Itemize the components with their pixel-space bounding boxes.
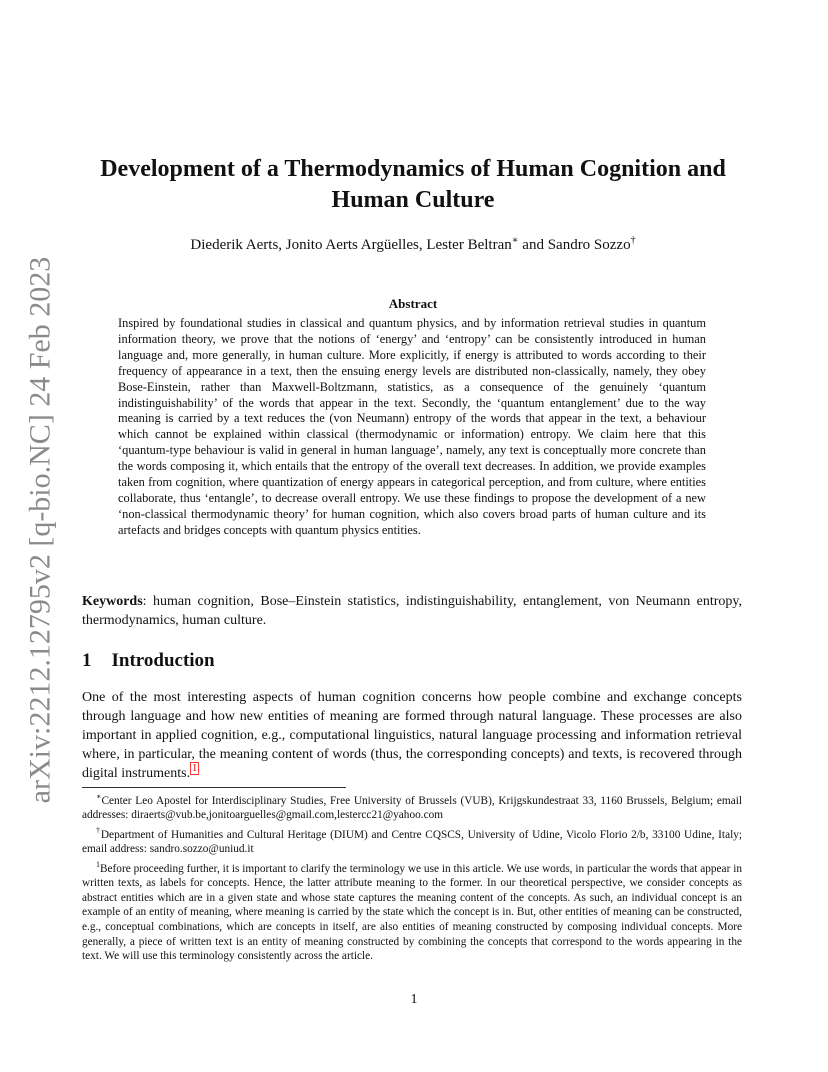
keywords [82,592,742,630]
arxiv-identifier [20,256,60,804]
footnotes [82,790,742,965]
footnote-mark: † [96,825,101,835]
author-names: Diederik Aerts, Jonito Aerts Argüelles, Lester Beltran [190,237,512,253]
section-number: 1 [82,650,92,671]
abstract-text: Inspired by foundational studies in classical and quantum physics, and by information retrieval studies in quantum information theory, we prove that the notions of ‘energy’ and ‘entropy’ can be consistently introduced in human language and, more generally, in human culture. More explicitly, if energy is attributed to words according to their frequency of appearance in a text, then the ensuing energy levels are distributed non-classically, namely, they obey Bose-Einstein, rather than Maxwell-Boltzmann, statistics, as a consequence of the genuinely ‘quantum indistinguishability’ of the words that appear in the text. Secondly, the ‘quantum entanglement’ due to the way meaning is carried by a text reduces the (von Neumann) entropy of the words that appear in the text, a behaviour which cannot be explained within classical (thermodynamic or information) entropy. We claim here that this ‘quantum-type behaviour is valid in general in human language’, namely, any text is conceptually more concrete than the words composing it, which entails that the entropy of the overall text decreases. In addition, we provide examples taken from cognition, where quantization of energy appears in categorical perception, and from culture, where entities collaborate, thus ‘entangle’, to decrease overall entropy. We use these findings to propose the development of a new ‘non-classical thermodynamic theory’ for human cognition, which also covers broad parts of human culture and its artefacts and bridges concepts with quantum physics entities. [118,316,706,537]
author-footnote-mark-2: † [630,235,636,246]
author-footnote-mark-1: ∗ [511,235,519,246]
keywords-text: : human cognition, Bose–Einstein statistics, indistinguishability, entanglement, von Neumann entropy, thermodynamics, human culture. [82,594,742,628]
footnote-item [82,858,742,964]
author-list [70,235,756,254]
footnote-text: Department of Humanities and Cultural Heritage (DIUM) and Centre CQSCS, University of Udine, Vicolo Florio 2/b, 33100 Udine, Italy; email address: sandro.sozzo@uniud.it [82,828,743,856]
footnote-link[interactable]: 1 [192,763,198,775]
page-number: 1 [410,992,418,1007]
footnote-text: Before proceeding further, it is important to clarify the terminology we use in this article. We use words, in particular the words that appear in written texts, as labels for concepts. Hence, the latter attribute meaning to the former. In our theoretical perspective, we consider concepts as abstract entities which are in a given state and whose state captures the meaning content of the concepts. As such, an individual concept is an example of an entity of meaning, where meaning is carried by the state which the concept is in. But, other entities of meaning can be constructed, e.g., conceptual combinations, which are concepts in itself, are also entities of meaning constructed by composing individual concepts. More generally, a piece of written text is an entity of meaning constructed by combining the concepts that correspond to the words appearing in the text. We will use this terminology consistently across the article. [82,862,742,963]
author-names-last: and Sandro Sozzo [518,237,631,253]
intro-paragraph [82,688,742,783]
footnote-item [82,824,742,857]
footnote-item [82,790,742,823]
section-title: Introduction [111,650,215,671]
keywords-label: Keywords [82,594,143,609]
footnote-text: Center Leo Apostel for Interdisciplinary Studies, Free University of Brussels (VUB), Krijgskundestraat 33, 1160 Brussels, Belgium; email addresses: diraerts@vub.be,jonitoarguelles@gmail.com,lestercc21@yahoo.com [82,794,742,822]
footnote-mark: ∗ [96,792,102,801]
abstract-heading: Abstract [388,296,438,311]
section-heading [82,650,215,672]
footnote-mark: 1 [96,859,100,869]
intro-text: One of the most interesting aspects of human cognition concerns how people combine and exchange concepts through language and how new entities of meaning are formed through natural language. These processes are also important in applied cognition, e.g., computational linguistics, natural language processing and information retrieval where, in particular, the meaning content of words (thus, the corresponding concepts) and texts, is recovered through digital instruments. [82,690,742,781]
arxiv-identifier-text: arXiv:2212.12795v2 [q-bio.NC] 24 Feb 2023 [23,256,56,804]
footnote-rule [82,787,346,788]
paper-title: Development of a Thermodynamics of Human Cognition and Human Culture [100,156,726,213]
